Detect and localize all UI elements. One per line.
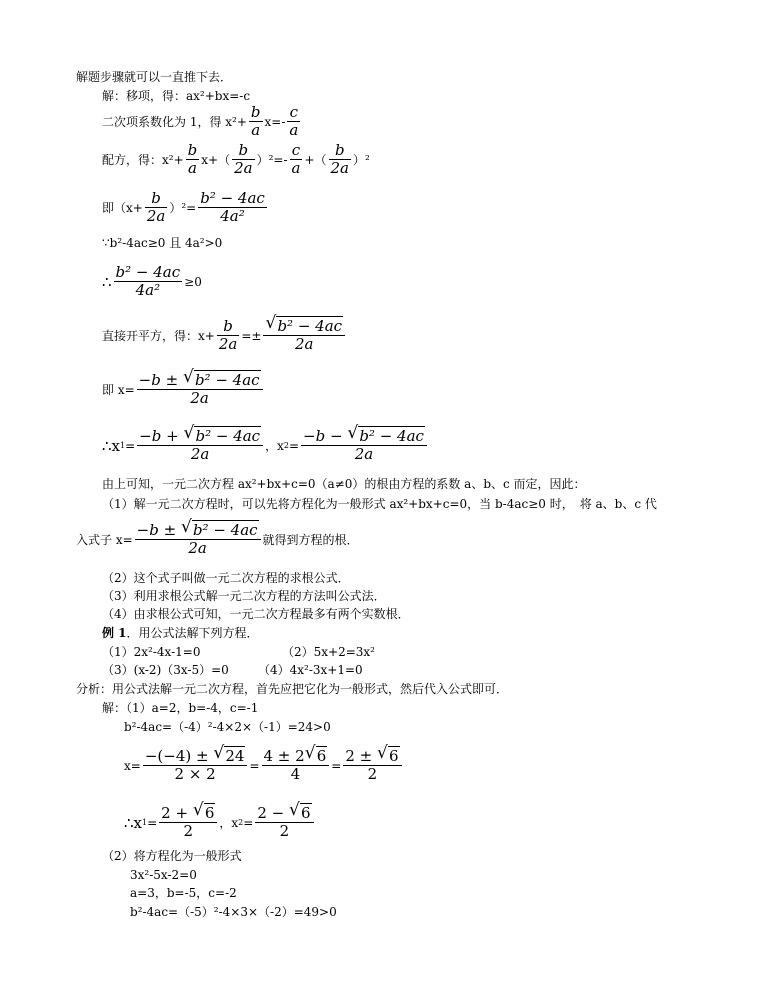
denominator: 4	[262, 765, 330, 783]
text-segment: 配方，得：x²+	[102, 152, 184, 167]
fraction	[290, 142, 303, 177]
text-segment: x+（	[201, 152, 231, 167]
denominator: 2a	[218, 335, 238, 353]
text-segment: =	[288, 438, 300, 453]
radicand: 6	[204, 804, 215, 822]
fraction	[217, 318, 240, 353]
denominator: 2a	[137, 445, 263, 463]
text-segment: =	[331, 758, 342, 773]
subscript: 2	[283, 440, 289, 450]
example-label: 例 1	[102, 626, 127, 640]
text-line: （2）将方程化为一般形式	[102, 849, 242, 863]
fraction	[135, 522, 261, 557]
text-segment: ．用公式法解下列方程．	[126, 626, 259, 640]
denominator: a	[291, 159, 301, 177]
radicand: 6	[301, 804, 311, 822]
fraction	[263, 318, 345, 353]
square-root	[183, 372, 261, 389]
text-segment: =	[243, 815, 254, 830]
radicand: b² − 4ac	[277, 317, 343, 335]
text-line: （3）利用求根公式解一元二次方程的方法叫公式法．	[102, 589, 386, 603]
text-segment: =	[125, 438, 136, 453]
text-line: 3x²-5x-2=0	[130, 868, 197, 882]
text-segment: ）²=-	[256, 152, 288, 167]
denominator: 2 × 2	[143, 765, 248, 783]
fraction	[145, 190, 168, 225]
fraction	[343, 748, 401, 783]
equation-line	[102, 190, 269, 225]
text-segment: x=-	[264, 114, 286, 129]
radicand: b² − 4ac	[359, 427, 424, 445]
text-segment: 直接开平方，得：x+	[102, 328, 215, 343]
denominator: 2a	[301, 445, 427, 463]
denominator: 2a	[146, 207, 166, 225]
numerator: −b −	[303, 427, 343, 445]
numerator: 2 ±	[345, 747, 373, 765]
denominator: 4a²	[114, 281, 183, 299]
numerator: b	[238, 141, 249, 159]
text-line: b²-4ac=（-4）²-4×2×（-1）=24>0	[124, 720, 331, 734]
fraction	[198, 190, 267, 225]
text-line: 解：移项，得：ax²+bx=-c	[102, 89, 251, 103]
text-segment: ，x	[265, 438, 284, 453]
text-segment: ≥0	[184, 274, 202, 289]
numerator: b² − 4ac	[200, 189, 265, 207]
square-root	[265, 318, 343, 335]
text-line: 分析：用公式法解一元二次方程，首先应把它化为一般形式，然后代入公式即可．	[76, 682, 509, 696]
numerator: b	[223, 317, 233, 335]
numerator: b	[187, 141, 198, 159]
square-root	[181, 522, 259, 539]
radicand: b² − 4ac	[194, 371, 260, 389]
denominator: 2a	[135, 539, 261, 557]
fraction	[249, 104, 263, 139]
denominator: 2a	[234, 159, 253, 177]
numerator: b	[151, 189, 161, 207]
fraction	[137, 428, 263, 463]
text-segment: ）²=	[169, 200, 197, 215]
radicand: b² − 4ac	[195, 427, 261, 445]
radicand: 6	[388, 747, 399, 765]
numerator: c	[289, 103, 299, 121]
fraction	[232, 142, 255, 177]
numerator: 2 +	[161, 804, 189, 822]
numerator: c	[291, 141, 301, 159]
text-segment: ∴x	[124, 813, 143, 832]
text-segment: 即 x=	[102, 382, 135, 397]
text-segment: ∴x	[102, 436, 121, 455]
denominator: 2a	[330, 159, 350, 177]
fraction	[329, 142, 352, 177]
numerator: b² − 4ac	[115, 263, 181, 281]
text-line: ∵b²-4ac≥0 且 4a²>0	[102, 236, 223, 250]
square-root	[193, 805, 216, 822]
equation-line	[124, 805, 316, 840]
fraction	[262, 748, 330, 783]
text-segment: +（	[304, 152, 327, 167]
radicand: 6	[316, 747, 327, 765]
fraction	[255, 805, 313, 840]
denominator: a	[186, 159, 200, 177]
text-line: （1）解一元二次方程时，可以先将方程化为一般形式 ax²+bx+c=0，当 b-4ac≥0 时， 将 a、b、c 代	[102, 497, 657, 511]
equation-line	[102, 104, 302, 139]
numerator: −b ±	[138, 371, 179, 389]
fraction	[159, 805, 217, 840]
numerator: −b +	[139, 427, 179, 445]
numerator: 4 ± 2	[263, 747, 305, 765]
equation-line	[102, 372, 265, 407]
equation-line	[102, 142, 370, 177]
equation-line	[102, 264, 202, 299]
subscript: 2	[238, 817, 244, 827]
fraction	[287, 104, 300, 139]
denominator: 4a²	[198, 207, 267, 225]
subscript: 1	[120, 440, 126, 450]
square-root	[289, 805, 312, 822]
example-heading	[102, 626, 259, 640]
numerator: −(−4) ±	[144, 747, 209, 765]
text-segment: 就得到方程的根．	[262, 532, 359, 547]
text-segment: ∴	[102, 272, 112, 291]
equation-line	[102, 428, 429, 463]
numerator: 2 −	[257, 804, 285, 822]
square-root	[213, 748, 245, 765]
subscript: 1	[142, 817, 148, 827]
text-line: a=3，b=-5，c=-2	[130, 886, 237, 900]
fraction	[137, 372, 263, 407]
fraction	[114, 264, 183, 299]
problem-1: （1）2x²-4x-1=0	[102, 645, 201, 659]
numerator: −b ±	[136, 521, 177, 539]
numerator: b	[250, 103, 261, 121]
radicand: 24	[225, 747, 245, 765]
denominator: a	[289, 121, 299, 139]
denominator: a	[249, 121, 263, 139]
text-segment: =	[147, 815, 158, 830]
fraction	[143, 748, 248, 783]
square-root	[183, 428, 261, 445]
text-line: 由上可知，一元二次方程 ax²+bx+c=0（a≠0）的根由方程的系数 a、b、c 而定，因此：	[102, 477, 586, 491]
denominator: 2	[255, 822, 313, 840]
fraction	[186, 142, 200, 177]
denominator: 2	[159, 822, 217, 840]
text-segment: =±	[241, 328, 262, 343]
text-segment: ，x	[219, 815, 239, 830]
text-line: （2）这个式子叫做一元二次方程的求根公式．	[102, 571, 350, 585]
text-segment: =	[249, 758, 260, 773]
text-line: （4）由求根公式可知，一元二次方程最多有两个实数根．	[102, 607, 410, 621]
text-segment: 即（x+	[102, 200, 143, 215]
text-line: 解：（1）a=2，b=-4，c=-1	[102, 701, 259, 715]
problem-2: （2）5x+2=3x²	[282, 645, 375, 659]
fraction	[301, 428, 427, 463]
text-segment: 入式子 x=	[76, 532, 133, 547]
square-root	[347, 428, 425, 445]
square-root	[377, 748, 400, 765]
radicand: b² − 4ac	[192, 521, 258, 539]
denominator: 2	[343, 765, 401, 783]
square-root	[305, 748, 328, 765]
text-segment: ）²	[353, 152, 370, 167]
text-segment: x=	[124, 758, 141, 773]
text-line: 解题步骤就可以一直推下去．	[76, 70, 233, 84]
equation-line	[76, 522, 359, 557]
problem-4: （4）4x²-3x+1=0	[258, 663, 363, 677]
equation-line	[102, 318, 347, 353]
denominator: 2a	[137, 389, 263, 407]
denominator: 2a	[263, 335, 345, 353]
text-line: b²-4ac=（-5）²-4×3×（-2）=49>0	[130, 905, 337, 919]
equation-line	[124, 748, 404, 783]
numerator: b	[334, 141, 345, 159]
problem-3: （3）(x-2)（3x-5）=0	[102, 663, 229, 677]
text-segment: 二次项系数化为 1，得 x²+	[102, 114, 247, 129]
